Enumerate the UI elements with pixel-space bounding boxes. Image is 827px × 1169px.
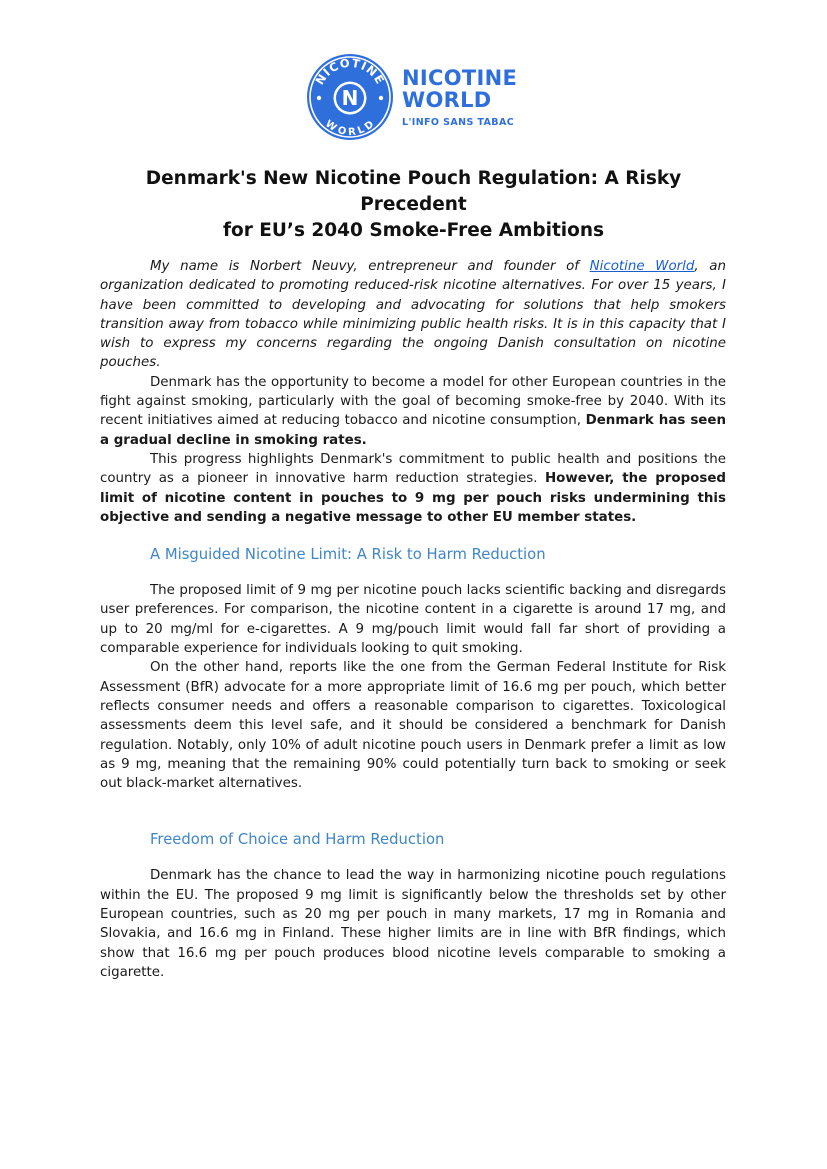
seal-letter: N <box>341 86 359 110</box>
paragraph-eu-harmonization: Denmark has the chance to lead the way in harmonizing nicotine pouch regulations within the EU. The proposed 9 mg limit is significantly below the thresholds set by other European countries, such as 20 mg per pouch in many markets, 17 mg in Romania and Slovakia, and 16.6 mg in Finland. These higher limits are in line with BfR findings, which show that 16.6 mg per pouch produces blood nicotine levels comparable to smoking a cigarette. <box>100 868 726 980</box>
paragraph-bold-text: Denmark has seen a gradual decline in smoking rates. <box>100 413 727 448</box>
title-line-1: Denmark's New Nicotine Pouch Regulation: A Risky Precedent <box>145 168 682 215</box>
seal-bottom-text: WORLD <box>322 118 378 139</box>
logo-seal-icon <box>306 53 394 141</box>
section-heading-nicotine-limit: A Misguided Nicotine Limit: A Risk to Harm Reduction <box>150 546 546 564</box>
paragraph-bfr-report: On the other hand, reports like the one from the German Federal Institute for Risk Assessment (BfR) advocate for a more appropriate limit of 16.6 mg per pouch, which better reflects consumer needs and offers a reasonable comparison to cigarettes. Toxicological assessments deem this level safe, and it should be considered a benchmark for Danish regulation. Notably, only 10% of adult nicotine pouch users in Denmark prefer a limit as low as 9 mg, meaning that the remaining 90% could potentially turn back to smoking or seek out black-market alternatives. <box>100 660 726 792</box>
intro-text-rest: , an organization dedicated to promoting reduced-risk nicotine alternatives. For over 15 years, I have been committed to developing and advocating for solutions that help smokers transition away from tobacco while minimizing public health risks. It is in this capacity that I wish to express my concerns regarding the ongoing Danish consultation on nicotine pouches. <box>100 259 726 371</box>
seal-top-text: NICOTINE <box>312 55 388 88</box>
logo-wordmark <box>402 67 517 128</box>
paragraph-smoke-free-goal <box>100 373 726 450</box>
document-body <box>100 257 726 982</box>
paragraph-limit-comparison: The proposed limit of 9 mg per nicotine pouch lacks scientific backing and disregards user preferences. For comparison, the nicotine content in a cigarette is around 17 mg, and up to 20 mg/ml for e-cigarettes. A 9 mg/pouch limit would fall far short of providing a comparable experience for individuals looking to quit smoking. <box>100 583 726 657</box>
paragraph-proposed-limit <box>100 450 726 527</box>
nicotine-world-link[interactable]: Nicotine World <box>589 259 695 274</box>
nicotine-world-logo <box>306 53 517 141</box>
intro-text: My name is Norbert Neuvy, entrepreneur and founder of <box>150 259 590 274</box>
section-heading-freedom-of-choice: Freedom of Choice and Harm Reduction <box>150 831 445 849</box>
logo-word-world: WORLD <box>402 87 492 112</box>
title-line-2: for EU’s 2040 Smoke-Free Ambitions <box>222 220 605 241</box>
document-title <box>100 166 727 244</box>
intro-paragraph <box>100 257 726 373</box>
logo-word-nicotine: NICOTINE <box>402 65 518 90</box>
paragraph-text: This progress highlights Denmark's commitment to public health and positions the country as a pioneer in innovative harm reduction strategies. <box>100 451 726 487</box>
logo-tagline: L'INFO SANS TABAC <box>402 116 515 128</box>
paragraph-bold-text: However, the proposed limit of nicotine content in pouches to 9 mg per pouch risks undermining this objective and sending a negative message to other EU member states. <box>100 471 727 525</box>
paragraph-text: Denmark has the opportunity to become a model for other European countries in the fight against smoking, particularly with the goal of becoming smoke-free by 2040. With its recent initiatives aimed at reducing tobacco and nicotine consumption, <box>100 374 726 429</box>
